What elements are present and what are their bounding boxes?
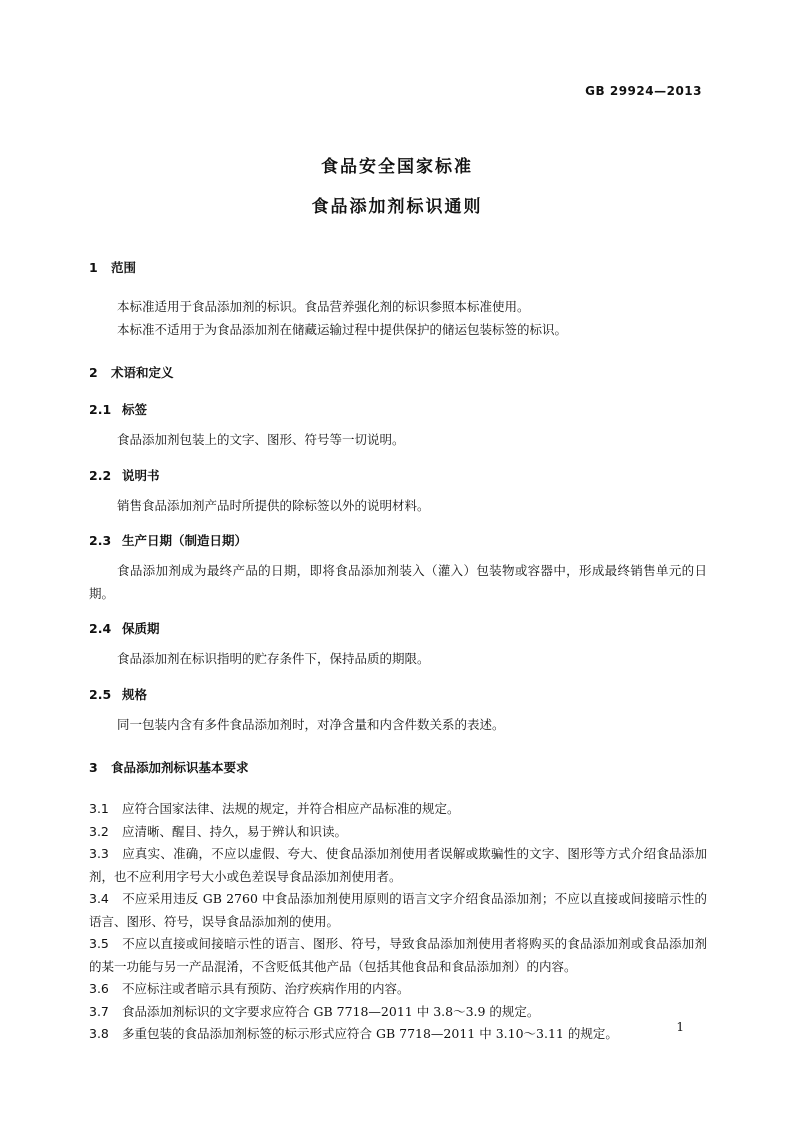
subsection-heading — [89, 466, 707, 486]
section-heading-2 — [89, 363, 707, 383]
item-number: 3.8 — [89, 1026, 109, 1041]
section-number: 1 — [89, 260, 98, 275]
standard-number: GB 29924—2013 — [585, 84, 702, 98]
item-number: 3.2 — [89, 823, 109, 839]
definition-text: 食品添加剂在标识指明的贮存条件下，保持品质的期限。 — [117, 651, 430, 666]
item-text: 多重包装的食品添加剂标签的标示形式应符合 GB 7718—2011 中 3.10～3.11 的规定。 — [122, 1026, 618, 1041]
item-text: 应清晰、醒目、持久，易于辨认和识读。 — [122, 823, 348, 839]
requirement-item — [89, 843, 707, 888]
document-body — [89, 258, 707, 1046]
subsection-title: 标签 — [122, 402, 148, 417]
subsection-number: 2.4 — [89, 621, 112, 636]
requirement-item — [89, 888, 707, 933]
item-text: 不应以直接或间接暗示性的语言、图形、符号，导致食品添加剂使用者将购买的食品添加剂或食品添加剂的某一功能与另一产品混淆，不含贬低其他产品（包括其他食品和食品添加剂）的内容。 — [89, 936, 707, 974]
definition-text: 销售食品添加剂产品时所提供的除标签以外的说明材料。 — [117, 497, 430, 513]
section-number: 2 — [89, 365, 98, 380]
definition-text: 食品添加剂包装上的文字、图形、符号等一切说明。 — [117, 432, 405, 447]
paragraph: 本标准适用于食品添加剂的标识。食品营养强化剂的标识参照本标准使用。 — [117, 299, 530, 314]
item-text: 应符合国家法律、法规的规定，并符合相应产品标准的规定。 — [122, 801, 460, 816]
section-title: 术语和定义 — [111, 365, 174, 380]
subsection-title: 说明书 — [122, 467, 160, 483]
item-number: 3.7 — [89, 1003, 109, 1019]
requirement-item — [89, 1001, 707, 1024]
subsection-heading — [89, 685, 707, 705]
section-heading-3 — [89, 758, 707, 778]
subsection-title: 保质期 — [122, 621, 160, 636]
subsection-title: 规格 — [122, 686, 148, 702]
paragraph: 本标准不适用于为食品添加剂在储藏运输过程中提供保护的储运包装标签的标识。 — [117, 321, 568, 337]
item-number: 3.4 — [89, 891, 109, 906]
requirement-item — [89, 933, 707, 978]
page-title: 食品安全国家标准 — [321, 157, 473, 177]
subsection-title: 生产日期（制造日期） — [122, 533, 248, 548]
definition-text: 同一包装内含有多件食品添加剂时，对净含量和内含件数关系的表述。 — [117, 716, 505, 732]
item-text: 不应标注或者暗示具有预防、治疗疾病作用的内容。 — [122, 981, 410, 996]
subsection-heading — [89, 400, 707, 420]
section-number: 3 — [89, 760, 98, 775]
subsection-number: 2.2 — [89, 467, 112, 483]
requirement-item — [89, 978, 707, 1001]
section-title: 食品添加剂标识基本要求 — [111, 760, 249, 775]
subsection-number: 2.3 — [89, 533, 112, 548]
item-text: 食品添加剂标识的文字要求应符合 GB 7718—2011 中 3.8～3.9 的规定。 — [122, 1003, 540, 1019]
subsection-heading — [89, 531, 707, 551]
page-number: 1 — [676, 1020, 684, 1034]
requirement-item — [89, 798, 707, 821]
item-number: 3.6 — [89, 981, 109, 996]
requirement-item — [89, 1023, 707, 1046]
subsection-heading — [89, 619, 707, 639]
definition-text: 食品添加剂成为最终产品的日期，即将食品添加剂装入（灌入）包装物或容器中，形成最终销售单元的日期。 — [89, 563, 707, 601]
section-heading-1 — [89, 258, 707, 278]
section-title: 范围 — [111, 260, 137, 275]
item-number: 3.1 — [89, 801, 109, 816]
page-subtitle: 食品添加剂标识通则 — [311, 197, 483, 217]
item-number: 3.5 — [89, 936, 109, 951]
item-number: 3.3 — [89, 846, 109, 861]
item-text: 不应采用违反 GB 2760 中食品添加剂使用原则的语言文字介绍食品添加剂；不应以直接或间接暗示性的语言、图形、符号，误导食品添加剂的使用。 — [89, 891, 707, 929]
requirement-item — [89, 821, 707, 844]
subsection-number: 2.1 — [89, 402, 112, 417]
subsection-number: 2.5 — [89, 686, 112, 702]
item-text: 应真实、准确，不应以虚假、夸大、使食品添加剂使用者误解或欺骗性的文字、图形等方式介绍食品添加剂，也不应利用字号大小或色差误导食品添加剂使用者。 — [89, 846, 707, 884]
